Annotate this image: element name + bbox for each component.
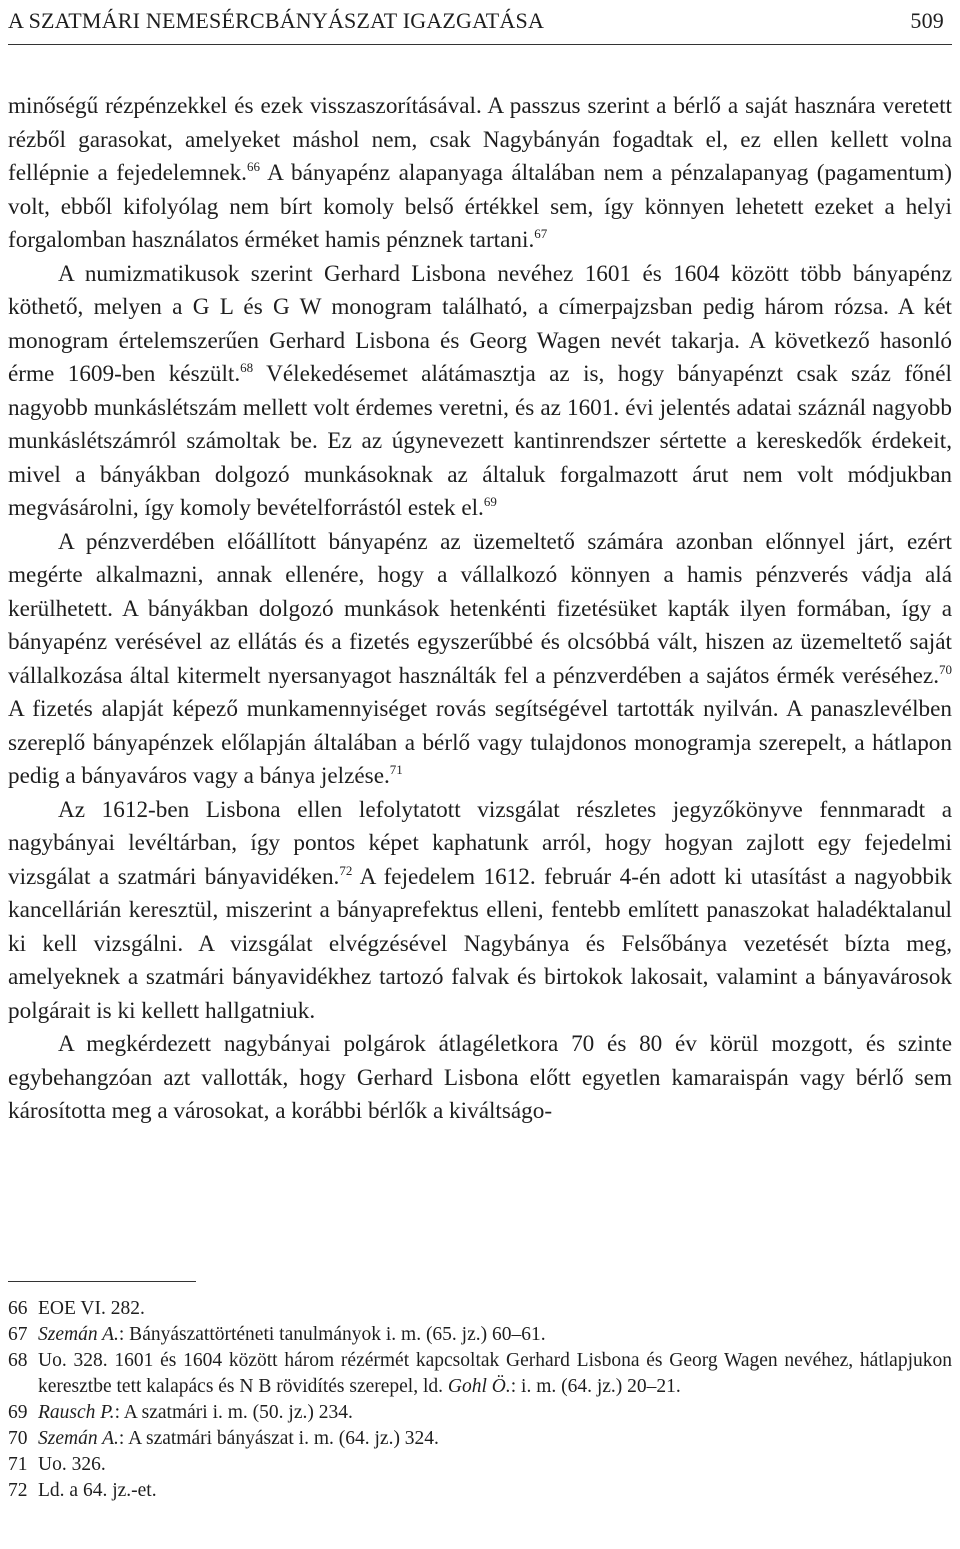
footnote xyxy=(8,1348,952,1400)
footnote-separator xyxy=(8,1281,196,1282)
footnote-ref: 69 xyxy=(483,494,497,509)
footnote-ref: 72 xyxy=(339,862,353,878)
text-run: : A szatmári bányászat i. m. (64. jz.) 324. xyxy=(118,1428,439,1449)
footnote-ref: 67 xyxy=(534,226,548,241)
paragraph xyxy=(8,794,952,1029)
paragraph xyxy=(8,258,952,526)
footnote xyxy=(8,1296,952,1322)
paragraph xyxy=(8,90,952,258)
footnote-number: 67 xyxy=(8,1324,28,1345)
text-run: : Bányászattörténeti tanulmányok i. m. (65. jz.) 60–61. xyxy=(118,1324,546,1345)
page-number: 509 xyxy=(910,8,944,33)
text-run: Ld. a 64. jz.-et. xyxy=(38,1480,157,1501)
footnote-number: 71 xyxy=(8,1454,28,1475)
footnote-ref: 71 xyxy=(389,762,403,777)
author-name: Szemán A. xyxy=(38,1428,119,1449)
footnote xyxy=(8,1478,952,1504)
footnote-ref: 66 xyxy=(246,159,260,174)
text-run: A fizetés alapját képező munkamennyiséget rovás segítségével tartották nyilván. A panaszlevélben szereplő bányapénzek előlapján általában a bérlő vagy tulajdonos monogramja szerepelt, a hátlapon pedig a bányaváros vagy a bánya jelzése. xyxy=(8,696,952,789)
header-rule xyxy=(8,44,952,45)
footnote xyxy=(8,1452,952,1478)
running-header xyxy=(8,4,952,44)
author-name: Szemán A. xyxy=(38,1324,119,1345)
footnote-number: 69 xyxy=(8,1402,28,1423)
paragraph xyxy=(8,526,952,794)
text-run: A pénzverdében előállított bányapénz az üzemeltető számára azonban előnnyel járt, ezért megérte alkalmazni, annak ellenére, hogy a vállalkozó könnyen a hamis pénzverés vádja alá kerülhetett. A bányákban dolgozó munkások hetenkénti fizetésüket kapták ilyen formában, így a bányapénz verésével az ellátás és a fizetés egyszerűbbé és olcsóbbá vált, hiszen az üzemeltető saját vállalkozása által kitermelt nyersanyagot használták fel a pénzverdében a sajátos érmék veréséhez. xyxy=(8,528,952,689)
text-run: A fejedelem 1612. február 4-én adott ki utasítást a nagyobbik kancellárián keresztül, miszerint a bányaprefektus elleni, fentebb említett panaszokat haladéktalanul ki kell vizsgálni. A vizsgálat elvégzésével Nagybánya és Felsőbánya vezetését bízta meg, amelyeknek a szatmári bányavidékhez tartozó falvak és birtokok lakosait, valamint a bányavárosok polgárait is ki kellett hallgatniuk. xyxy=(8,863,952,1024)
text-run: Az 1612-ben Lisbona ellen lefolytatott vizsgálat részletes jegyzőkönyve fennmaradt a nagybányai levéltárban, így pontos képet kaphatunk arról, hogy hogyan zajlott egy fejedelmi vizsgálat a szatmári bányavidéken. xyxy=(8,796,952,890)
text-run: Uo. 326. xyxy=(38,1454,106,1475)
text-run: Vélekedésemet alátámasztja az is, hogy bányapénzt csak száz főnél nagyobb munkáslétszám mellett volt érdemes veretni, és az 1601. évi jelentés adatai száznál nagyobb munkáslétszámról számoltak be. Ez az úgynevezett kantinrendszer sértette a kereskedők érdekeit, mivel a bányákban dolgozó munkásoknak az általuk forgalmazott árut nem volt módjukban megvásárolni, így komoly bevételforrástól estek el. xyxy=(8,361,952,521)
footnote xyxy=(8,1426,952,1452)
main-text xyxy=(8,90,952,1129)
footnote-number: 72 xyxy=(8,1480,28,1501)
running-title: A SZATMÁRI NEMESÉRCBÁNYÁSZAT IGAZGATÁSA xyxy=(8,8,545,33)
footnote-number: 68 xyxy=(8,1350,28,1371)
text-run: minőségű rézpénzekkel és ezek visszaszorításával. A passzus szerint a bérlő a saját hasznára veretett rézből garasokat, amelyeket máshol nem, csak Nagybányán fogadtak el, ez ellen kellett volna fellépnie a fejedelemnek. xyxy=(8,93,952,186)
paragraph xyxy=(8,1028,952,1129)
footnote-number: 70 xyxy=(8,1428,28,1449)
footnotes xyxy=(8,1296,952,1504)
author-name: Rausch P. xyxy=(38,1402,115,1423)
text-run: : i. m. (64. jz.) 20–21. xyxy=(510,1376,681,1397)
footnote-ref: 68 xyxy=(240,360,254,375)
footnote xyxy=(8,1400,952,1426)
author-name: Gohl Ö. xyxy=(447,1376,511,1397)
text-run: A numizmatikusok szerint Gerhard Lisbona nevéhez 1601 és 1604 között több bányapénz köthető, melyen a G L és G W monogram található, a címerpajzsban pedig három rózsa. A két monogram értelemszerűen Gerhard Lisbona és Georg Wagen nevét takarja. A következő hasonló érme 1609-ben készült. xyxy=(8,260,952,387)
text-run: Uo. 328. 1601 és 1604 között három rézérmét kapcsoltak Gerhard Lisbona és Georg Wagen nevéhez, hátlapjukon keresztbe tett kalapács és N B rövidítés szerepel, ld. xyxy=(38,1350,952,1397)
footnote-ref: 70 xyxy=(939,661,952,677)
text-run: A bányapénz alapanyaga általában nem a pénzalapanyag (pagamentum) volt, ebből kifolyólag nem bírt komoly belső értékkel sem, így könnyen lehetett ezeket a helyi forgalomban használatos érméket hamis pénznek tartani. xyxy=(8,160,952,253)
text-run: A megkérdezett nagybányai polgárok átlagéletkora 70 és 80 év körül mozgott, és szinte egybehangzóan azt vallották, hogy Gerhard Lisbona előtt egyetlen kamaraispán vagy bérlő sem károsította meg a városokat, a korábbi bérlők a kiváltságo- xyxy=(8,1031,952,1124)
text-run: : A szatmári i. m. (50. jz.) 234. xyxy=(114,1402,353,1423)
footnote-number: 66 xyxy=(8,1298,28,1319)
text-run: EOE VI. 282. xyxy=(38,1298,145,1319)
footnote xyxy=(8,1322,952,1348)
